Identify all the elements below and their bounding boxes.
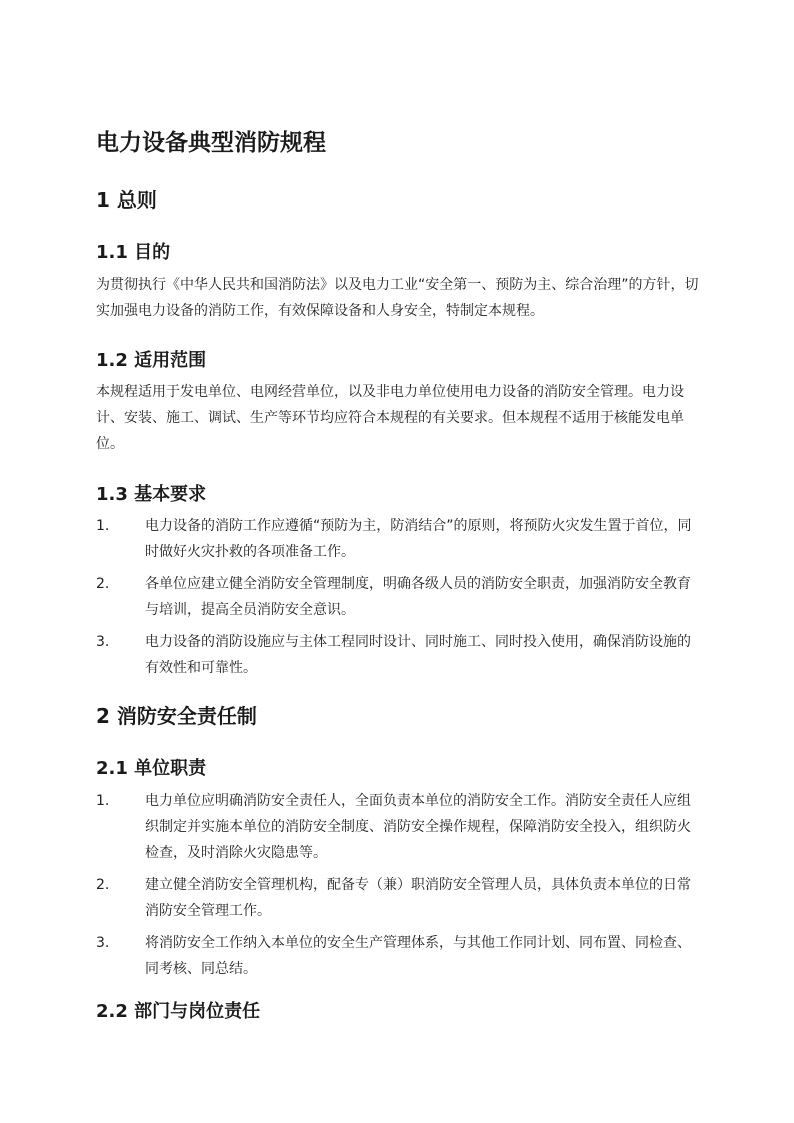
list-item-number: 3. [96,634,110,650]
list-item [96,788,702,866]
list-item-number: 1. [96,518,110,534]
list-item-number: 2. [96,576,110,592]
section-1-heading: 1 总则 [96,188,157,212]
list-item-text: 将消防安全工作纳入本单位的安全生产管理体系，与其他工作同计划、同布置、同检查、同考核、同总结。 [145,935,691,977]
section-2-2-heading: 2.2 部门与岗位责任 [96,1001,261,1022]
list-item [96,513,702,565]
list-item [96,571,702,623]
section-2-1-heading: 2.1 单位职责 [96,758,207,779]
list-item-number: 1. [96,793,110,809]
section-1-1-heading: 1.1 目的 [96,242,171,263]
list-item [96,629,702,681]
list-item-number: 2. [96,877,110,893]
section-2-1-list [96,788,702,982]
document-title: 电力设备典型消防规程 [96,130,326,156]
section-1-2-text: 本规程适用于发电单位、电网经营单位，以及非电力单位使用电力设备的消防安全管理。电力设计、安装、施工、调试、生产等环节均应符合本规程的有关要求。但本规程不适用于核能发电单位。 [96,384,684,452]
list-item-number: 3. [96,935,110,951]
list-item-text: 建立健全消防安全管理机构，配备专（兼）职消防安全管理人员，具体负责本单位的日常消防安全管理工作。 [145,877,691,919]
section-1-3-heading: 1.3 基本要求 [96,484,207,505]
list-item-text: 电力设备的消防设施应与主体工程同时设计、同时施工、同时投入使用，确保消防设施的有效性和可靠性。 [145,634,691,676]
list-item [96,930,702,982]
section-2-heading: 2 消防安全责任制 [96,704,257,728]
section-1-2-heading: 1.2 适用范围 [96,350,207,371]
list-item-text: 各单位应建立健全消防安全管理制度，明确各级人员的消防安全职责，加强消防安全教育与培训，提高全员消防安全意识。 [145,576,691,618]
list-item-text: 电力设备的消防工作应遵循“预防为主，防消结合”的原则，将预防火灾发生置于首位，同时做好火灾扑救的各项准备工作。 [145,518,692,560]
section-1-1-text: 为贯彻执行《中华人民共和国消防法》以及电力工业“安全第一、预防为主、综合治理”的方针，切实加强电力设备的消防工作，有效保障设备和人身安全，特制定本规程。 [96,277,699,319]
list-item-text: 电力单位应明确消防安全责任人，全面负责本单位的消防安全工作。消防安全责任人应组织制定并实施本单位的消防安全制度、消防安全操作规程，保障消防安全投入，组织防火检查，及时消除火灾隐患等。 [145,793,691,861]
section-1-3-list [96,513,702,681]
list-item [96,872,702,924]
